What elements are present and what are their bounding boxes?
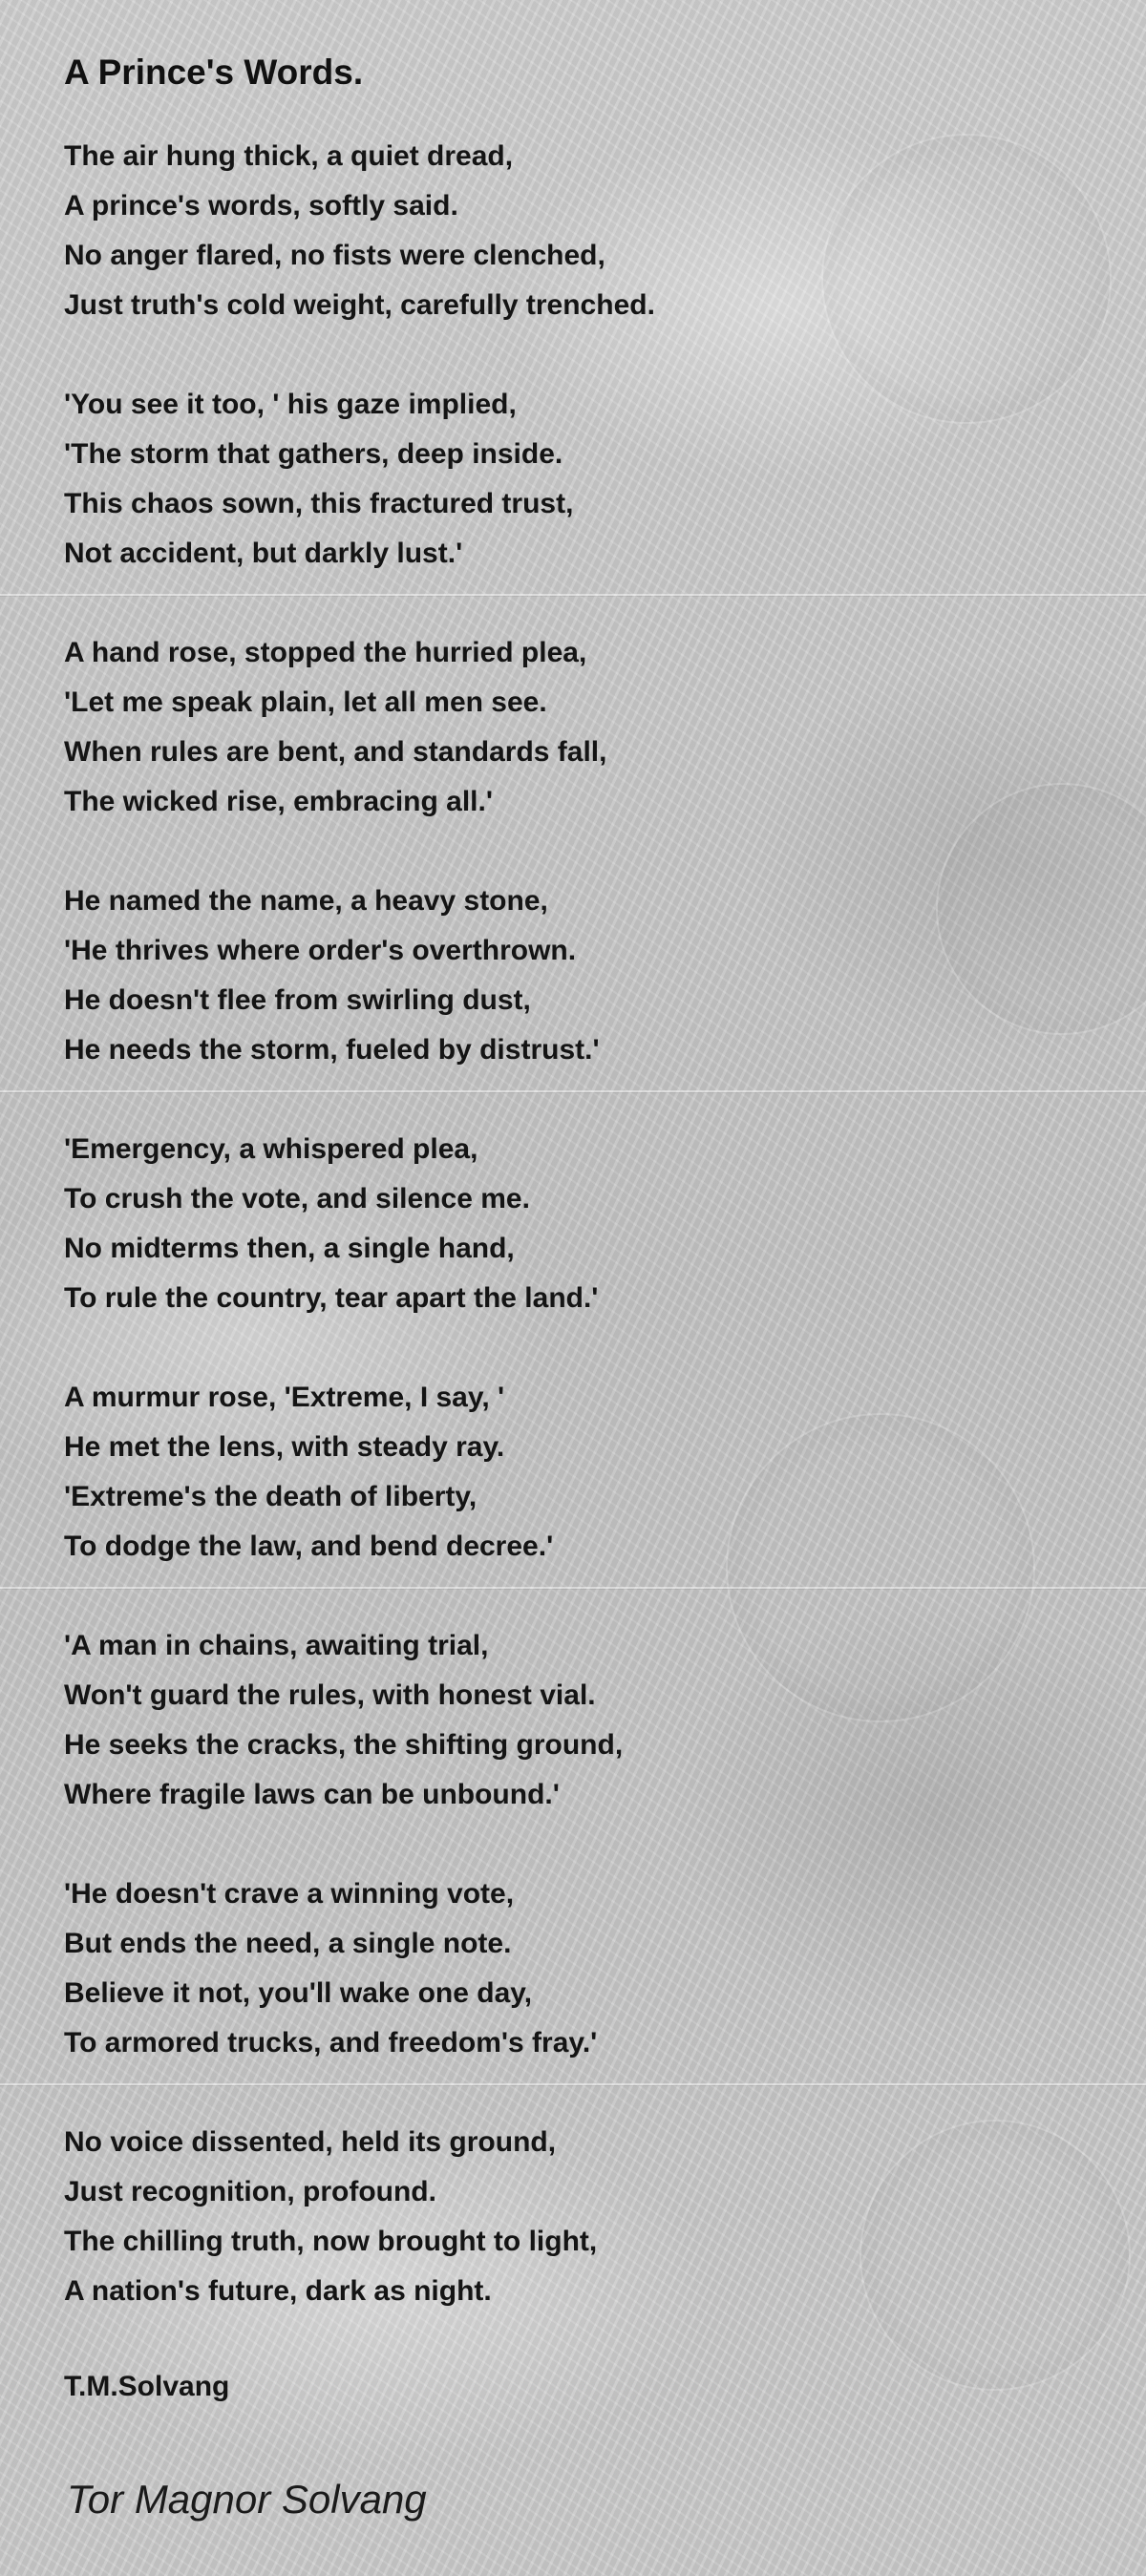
poem-line: Not accident, but darkly lust.' xyxy=(64,538,463,569)
poem-line: 'Extreme's the death of liberty, xyxy=(64,1481,478,1512)
poem-line: The air hung thick, a quiet dread, xyxy=(64,140,514,172)
poem-line: The chilling truth, now brought to light, xyxy=(64,2226,598,2257)
poem-line: A hand rose, stopped the hurried plea, xyxy=(64,637,587,668)
poem-line: He seeks the cracks, the shifting ground, xyxy=(64,1729,624,1761)
poem-line: He needs the storm, fueled by distrust.' xyxy=(64,1034,600,1066)
poem-line: 'He doesn't crave a winning vote, xyxy=(64,1878,515,1910)
poem-line: 'He thrives where order's overthrown. xyxy=(64,935,577,966)
poem-stanza xyxy=(64,1373,1095,1572)
author-signature: Tor Magnor Solvang xyxy=(67,2477,427,2522)
poem-line: This chaos sown, this fractured trust, xyxy=(64,488,574,519)
poem-line: But ends the need, a single note. xyxy=(64,1928,512,1959)
poem-line: No anger flared, no fists were clenched, xyxy=(64,240,605,271)
poem-line: 'A man in chains, awaiting trial, xyxy=(64,1630,489,1661)
poem-line: 'You see it too, ' his gaze implied, xyxy=(64,389,517,420)
poem-line: He named the name, a heavy stone, xyxy=(64,885,548,917)
poem-stanza xyxy=(64,876,1095,1075)
poem-stanza xyxy=(64,1621,1095,1820)
poem-stanza xyxy=(64,628,1095,827)
poem-line: The wicked rise, embracing all.' xyxy=(64,786,493,817)
poem-line: When rules are bent, and standards fall, xyxy=(64,736,607,768)
poem-line: Won't guard the rules, with honest vial. xyxy=(64,1679,596,1711)
poem-line: To crush the vote, and silence me. xyxy=(64,1183,530,1214)
poem-line: He met the lens, with steady ray. xyxy=(64,1431,505,1463)
poem-stanza xyxy=(64,132,1095,330)
poem-line: Just truth's cold weight, carefully trenched. xyxy=(64,289,655,321)
poem-line: No voice dissented, held its ground, xyxy=(64,2126,557,2158)
poem-line: 'Let me speak plain, let all men see. xyxy=(64,686,547,718)
poem-line: To rule the country, tear apart the land.' xyxy=(64,1282,599,1314)
poem-line: A murmur rose, 'Extreme, I say, ' xyxy=(64,1382,505,1413)
poem-title: A Prince's Words. xyxy=(64,53,364,92)
author-short-name: T.M.Solvang xyxy=(64,2371,230,2402)
poem-stanza xyxy=(64,2118,1095,2316)
poem-line: No midterms then, a single hand, xyxy=(64,1233,515,1264)
poem-line: 'The storm that gathers, deep inside. xyxy=(64,438,563,470)
poem-line: A nation's future, dark as night. xyxy=(64,2275,492,2307)
poem-line: He doesn't flee from swirling dust, xyxy=(64,984,531,1016)
poem-line: To dodge the law, and bend decree.' xyxy=(64,1531,554,1562)
poem-stanza xyxy=(64,1125,1095,1323)
poem-line: Believe it not, you'll wake one day, xyxy=(64,1977,533,2009)
poem-line: 'Emergency, a whispered plea, xyxy=(64,1133,478,1165)
poem-content xyxy=(64,50,1095,2412)
poem-stanza xyxy=(64,380,1095,579)
poem-line: To armored trucks, and freedom's fray.' xyxy=(64,2027,598,2059)
poem-line: A prince's words, softly said. xyxy=(64,190,458,222)
poem-body xyxy=(64,132,1095,2316)
poem-stanza xyxy=(64,1869,1095,2068)
poem-line: Just recognition, profound. xyxy=(64,2176,436,2207)
poem-line: Where fragile laws can be unbound.' xyxy=(64,1779,560,1810)
